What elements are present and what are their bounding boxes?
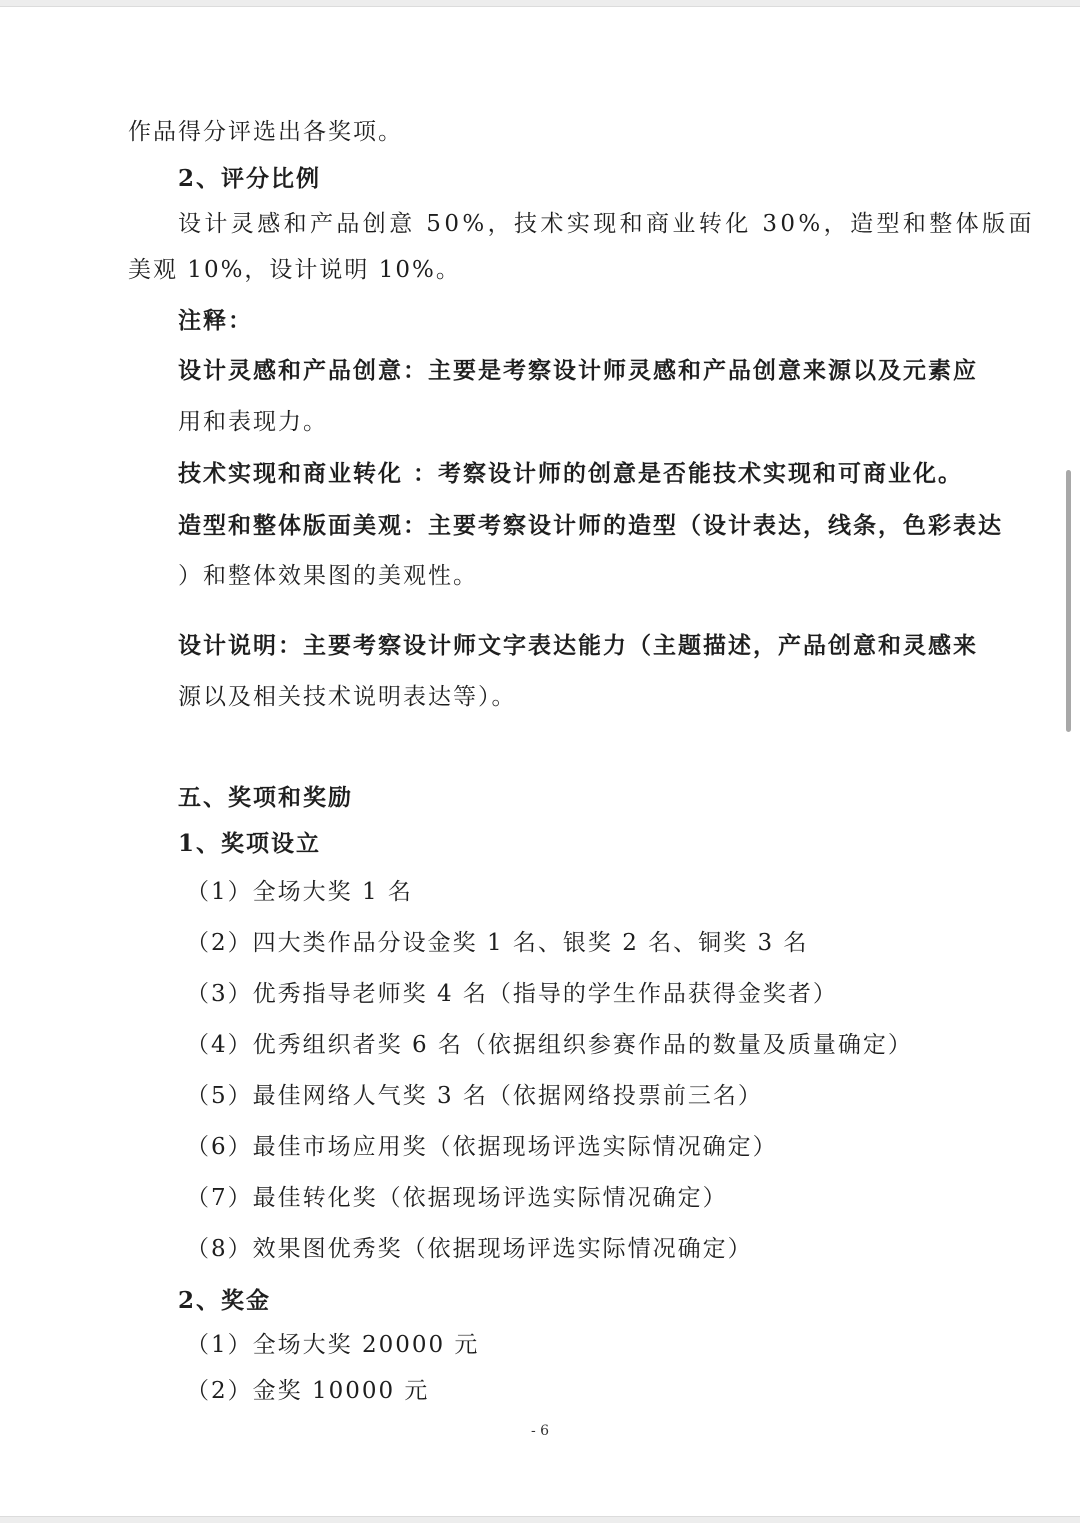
section-heading-scoring-ratio: 2、评分比例 bbox=[178, 165, 322, 192]
notes-heading: 注释： bbox=[178, 307, 253, 334]
list-item: （1）全场大奖 20000 元 bbox=[186, 1332, 480, 1358]
page-top-edge bbox=[0, 0, 1080, 7]
paragraph-line: 用和表现力。 bbox=[178, 409, 328, 435]
note-term: 设计说明： bbox=[178, 632, 303, 659]
list-item: （6）最佳市场应用奖（依据现场评选实际情况确定） bbox=[186, 1134, 778, 1160]
list-item: （7）最佳转化奖（依据现场评选实际情况确定） bbox=[186, 1185, 728, 1211]
list-item: （4）优秀组织者奖 6 名（依据组织参赛作品的数量及质量确定） bbox=[186, 1032, 913, 1058]
note-design-description bbox=[178, 634, 978, 657]
list-item: （2）金奖 10000 元 bbox=[186, 1378, 430, 1404]
paragraph-line: 源以及相关技术说明表达等）。 bbox=[178, 684, 517, 710]
page-number: - 6 bbox=[530, 1423, 550, 1439]
paragraph-line: 设计灵感和产品创意 50%，技术实现和商业转化 30%，造型和整体版面 bbox=[178, 211, 1035, 237]
list-item: （1）全场大奖 1 名 bbox=[186, 879, 413, 905]
paragraph-line: ）和整体效果图的美观性。 bbox=[178, 563, 478, 589]
vertical-scrollbar[interactable] bbox=[1066, 470, 1071, 732]
note-tech-commercial bbox=[178, 462, 963, 485]
list-item: （2）四大类作品分设金奖 1 名、银奖 2 名、铜奖 3 名 bbox=[186, 930, 809, 956]
section-heading-awards: 五、奖项和奖励 bbox=[178, 784, 353, 811]
note-text: ：主要是考察设计师灵感和产品创意来源以及元素应 bbox=[403, 357, 978, 384]
list-item: （3）优秀指导老师奖 4 名（指导的学生作品获得金奖者） bbox=[186, 981, 838, 1007]
paragraph-line: 美观 10%，设计说明 10%。 bbox=[128, 257, 461, 283]
note-text: 主要考察设计师的造型（设计表达，线条，色彩表达 bbox=[428, 512, 1003, 539]
list-item: （5）最佳网络人气奖 3 名（依据网络投票前三名） bbox=[186, 1083, 763, 1109]
subsection-heading-award-setup: 1、奖项设立 bbox=[178, 830, 322, 857]
subsection-heading-prize-money: 2、奖金 bbox=[178, 1287, 272, 1314]
note-text: 主要考察设计师文字表达能力（主题描述，产品创意和灵感来 bbox=[303, 632, 978, 659]
note-term: 造型和整体版面美观： bbox=[178, 512, 428, 539]
page-bottom-edge bbox=[0, 1516, 1080, 1523]
note-term: 设计灵感和产品创意 bbox=[178, 357, 403, 384]
note-term: 技术实现和商业转化 ： bbox=[178, 460, 439, 487]
note-text: 考察设计师的创意是否能技术实现和可商业化。 bbox=[438, 460, 964, 487]
list-item: （8）效果图优秀奖（依据现场评选实际情况确定） bbox=[186, 1236, 753, 1262]
paragraph-line: 作品得分评选出各奖项。 bbox=[128, 119, 403, 145]
note-styling-layout bbox=[178, 514, 1003, 537]
note-design-inspiration bbox=[178, 359, 978, 382]
